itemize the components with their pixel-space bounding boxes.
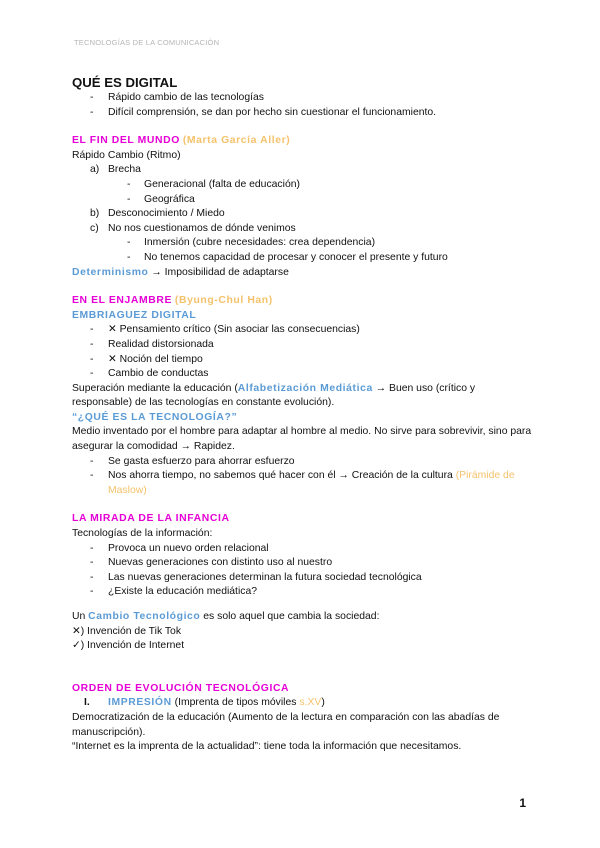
section-heading-enjambre: EN EL ENJAMBRE (Byung-Chul Han) [72, 295, 273, 307]
author-ref: (Byung-Chul Han) [174, 295, 273, 307]
list-item: - Nuevas generaciones con distinto uso al nuestro [90, 557, 333, 569]
list-item: a) Brecha [90, 164, 141, 176]
page-header: TECNOLOGÍAS DE LA COMUNICACIÓN [74, 38, 220, 47]
list-item: - Provoca un nuevo orden relacional [90, 542, 269, 554]
section-heading-orden: ORDEN DE EVOLUCIÓN TECNOLÓGICA [72, 682, 290, 694]
list-item: b) Desconocimiento / Miedo [90, 208, 225, 220]
determinism-line: Determinismo → Imposibilidad de adaptarse [72, 266, 289, 278]
section-heading-infancia: LA MIRADA DE LA INFANCIA [72, 513, 230, 525]
list-item: - Nos ahorra tiempo, no sabemos qué hacer con él → Creación de la cultura (Pirámide de Maslow) [90, 470, 515, 496]
paragraph: “Internet es la imprenta de la actualidad”: tiene toda la información que necesitamos. [72, 741, 462, 753]
list-item: I. IMPRESIÓN (Imprenta de tipos móviles s.XV) [84, 697, 325, 709]
list-item: - Rápido cambio de las tecnologías [90, 92, 264, 103]
list-item: - Cambio de conductas [90, 368, 209, 380]
list-item: c) No nos cuestionamos de dónde venimos [90, 222, 296, 234]
section-heading-fin-del-mundo: EL FIN DEL MUNDO (Marta García Aller) [72, 135, 291, 147]
change-definition: Un Cambio Tecnológico es solo aquel que cambia la sociedad: [72, 611, 380, 622]
subheading-embriaguez: EMBRIAGUEZ DIGITAL [72, 309, 197, 321]
author-ref: (Marta García Aller) [182, 135, 291, 147]
page-title: QUÉ ES DIGITAL [72, 75, 178, 90]
paragraph: Medio inventado por el hombre para adaptar al hombre al medio. No sirve para sobrevivir, sino para asegurar la comodidad → Rapidez. [72, 426, 532, 453]
list-item: - Geográfica [127, 193, 195, 205]
paragraph: Superación mediante la educación (Alfabetización Mediática → Buen uso (crítico y responsable) de las tecnologías en constante evolución). [72, 382, 476, 409]
list-item: - ✕ Pensamiento crítico (Sin asociar las consecuencias) [90, 324, 360, 336]
section-subtitle: Tecnologías de la información: [72, 528, 213, 540]
paragraph: Democratización de la educación (Aumento de la lectura en comparación con las abadías de manuscripción). [72, 711, 500, 738]
list-item: - No tenemos capacidad de procesar y conocer el presente y futuro [127, 251, 448, 263]
list-item: - Se gasta esfuerzo para ahorrar esfuerzo [90, 455, 295, 467]
list-item: - Las nuevas generaciones determinan la futura sociedad tecnológica [90, 571, 422, 583]
question-heading: “¿QUÉ ES LA TECNOLOGÍA?” [72, 411, 238, 423]
list-item: - Generacional (falta de educación) [127, 178, 300, 190]
list-item: - Realidad distorsionada [90, 338, 214, 350]
document-content [72, 74, 532, 755]
list-item: - ✕ Noción del tiempo [90, 353, 203, 365]
list-item: - Inmersión (cubre necesidades: crea dependencia) [127, 237, 376, 249]
example-no: ✕) Invención de Tik Tok [72, 625, 182, 637]
page-number: 1 [519, 796, 526, 810]
list-item: - Difícil comprensión, se dan por hecho sin cuestionar el funcionamiento. [90, 106, 437, 118]
section-subtitle: Rápido Cambio (Ritmo) [72, 149, 181, 161]
example-yes: ✓) Invención de Internet [72, 640, 185, 652]
list-item: - ¿Existe la educación mediática? [90, 586, 258, 598]
